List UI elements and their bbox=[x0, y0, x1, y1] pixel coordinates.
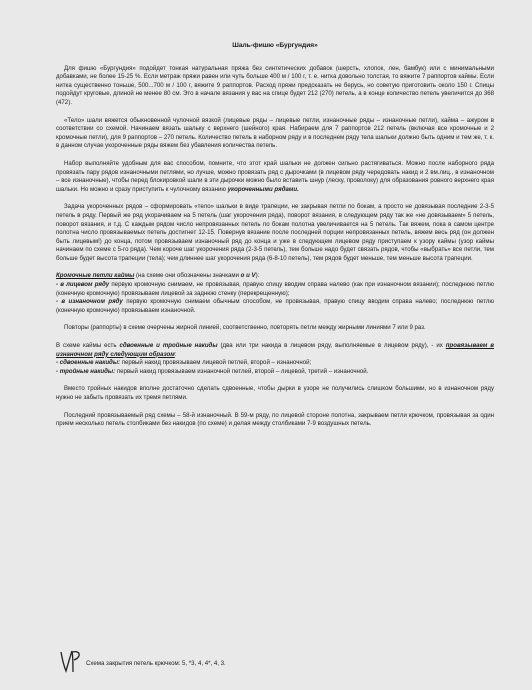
paragraph-yarn: Для фишю «Бургундия» подойдет тонкая натуральная пряжа без синтетических добавок (шерсть, хлопок, лен, бамбук) или с минимальными добавками, не более 15-25 %. Если метраж пряжи равен или чуть больше 400 м / 100 г, т. е. нитка довольно толстая, то вяжите 7 раппортов каймы. Если нитка существенно тоньше, 500...700 м / 100 г, вяжите 9 раппортов. Расход пряжи предсказать не берусь, но советую приготовить около 150 г. Спицы подойдут круговые, длиной не менее 80 см. Это в начале вязания у вас на спице будет 212 (270) петель, а в конце количество петель увеличится до 368 (472). bbox=[56, 64, 494, 106]
paragraph-short-rows: Задача укороченных рядов – сформировать «тело» шальки в виде трапеции, не закрывая петли по бокам, а просто не довязывая последние 2-3-5 петель в ряду. Первый же ряд укорачиваем на 5 петель (шаг укорочения ряда), поворот вязания, в следующем ряду так же «не довязываем» 5 петель, поворот вязания, и т.д. С каждым рядом число непровязанных петель по бокам полотна увеличивается на 5 петель. Так вяжем, пока в самом центре полотна число провязываемых петель достигнет 12-15. Повернув вязание после последней порции непровязанных петель, вяжем весь ряд (он должен быть лицевым!) до конца, потом провязываем изнаночный ряд до конца и уже в следующем лицевом ряду приступаем к узору каймы (узор каймы начинаем по схеме с 5-го ряда). Чем короче шаг укорочения ряда (2-3-5 петель), тем больше надо будет связать рядов, чтобы «выбрать» все петли, тем больше будет высота трапеции (тела); чем длиннее шаг укорочения ряда (6-8-10 петель), тем рядов будет меньше, тем меньше высота трапеции. bbox=[56, 203, 494, 262]
yarn-overs-emphasis: сдвоенные и тройные накиды bbox=[119, 342, 218, 350]
double-yarn-over-label: - сдвоенные накиды: bbox=[56, 359, 121, 367]
yarn-overs-text-e: : bbox=[174, 350, 177, 358]
paragraph-repeats: Повторы (раппорты) в схеме очерчены жирной линией, соответственно, повторять петли между жирными линиями 7 или 9 раз. bbox=[64, 324, 426, 332]
edge-stitches-heading-end: ): bbox=[255, 272, 260, 280]
paragraph-cast-on bbox=[56, 160, 494, 194]
wrong-side-row-text: первую кромочную снимаем обычным способом, не провязывая, правую спицу вводим справа налево; последнюю петлю (конечную кромочную) провязываем изнаночной. bbox=[56, 298, 494, 314]
paragraph-triple-note: Вместо тройных накидов вполне достаточно сделать сдвоенные, чтобы дырки в узоре не получились слишком большими, но в изнаночном ряду нужно не забыть провязать их тремя петлями. bbox=[56, 385, 494, 401]
double-yarn-over-text: первый накид провязываем лицевой петлей, второй – изнаночной; bbox=[120, 359, 312, 367]
edge-symbols: o и V bbox=[240, 272, 256, 280]
paragraph-edge-stitches bbox=[56, 272, 494, 315]
yarn-overs-text-c: (два или три накида в лицевом ряду, выполняемые в лицевом ряду), - их bbox=[217, 342, 446, 350]
triple-yarn-over-label: - тройные накиды: bbox=[56, 367, 116, 375]
paragraph-last-row: Последний провязываемый ряд схемы – 58-й изнаночный. В 59-м ряду, по лицевой стороне полотна, закрываем петли крючком, провязывая за один прием несколько петель столбиками без накидов (по схеме) и делая между столбиками 7-9 воздушных петель. bbox=[56, 411, 494, 428]
yarn-overs-purl-row-emphasis: провязываем в изнаночном ряду следующим образом bbox=[56, 342, 494, 358]
right-side-row-label: - в лицевом ряду bbox=[56, 281, 110, 289]
paragraph-closing-scheme: Схема закрытия петель крючком: 5, *3, 4, 4*, 4, 3. bbox=[86, 660, 226, 667]
yarn-overs-text-a: В схеме каймы есть bbox=[56, 342, 120, 350]
document-title: Шаль-фишю «Бургундия» bbox=[232, 42, 318, 49]
edge-stitches-heading-rest: (на схеме они обозначены значками bbox=[134, 272, 241, 280]
edge-stitches-heading: Кромочные петли каймы bbox=[56, 272, 135, 280]
short-rows-emphasis: укороченными рядами. bbox=[227, 185, 299, 193]
right-side-row-text: первую кромочную снимаем, не провязывая, правую спицу вводим справа налево (как при изнаночном вязании); последнюю петлю (конечную кромочную) провязываем лицевой за заднюю стенку (перекрещенную); bbox=[56, 281, 494, 297]
wrong-side-row-label: - в изнаночном ряду bbox=[56, 298, 123, 306]
paragraph-body-stitch: «Тело» шали вяжется обыкновенной чулочной вязкой (лицевые ряды – лицевые петли, изнаночные ряды – изнаночные петли), кайма – ажуром в соответствии со схемой. Начинаем вязать шальку с верхнего (шейного) края. Набираем для 7 раппортов 212 петель (включая все кромочные и 2 кромочные петли), для 9 раппортов – 270 петель. Количество петель в наборном ряду и в последнем ряду тела шальки должно быть одним и тем же, т. к. в данном случае укороченные ряды вяжем без убавления количества петель. bbox=[56, 116, 494, 150]
triple-yarn-over-text: первый накид провязываем изнаночной петлей, второй – лицевой, третий – изнаночной. bbox=[115, 367, 369, 375]
paragraph-yarn-overs bbox=[56, 342, 494, 376]
cast-on-text: Набор выполняйте удобным для вас способом, помните, что этот край шальки не должен сильно растягиваться. Можно после наборного ряда провязать пару рядов изнаночными петлями, но лучше, можно провязать ряд с дырочками (в лицевом ряду чередовать накид и 2 вм.лиц., в изнаночном – все изнаночные), чтобы перед блокировкой шали в эти дырочки можно было вставить шнур (леску, проволоку) для образования ровного верхнего края шальки. Но можно и сразу приступить к чулочному вязанию bbox=[56, 159, 494, 193]
